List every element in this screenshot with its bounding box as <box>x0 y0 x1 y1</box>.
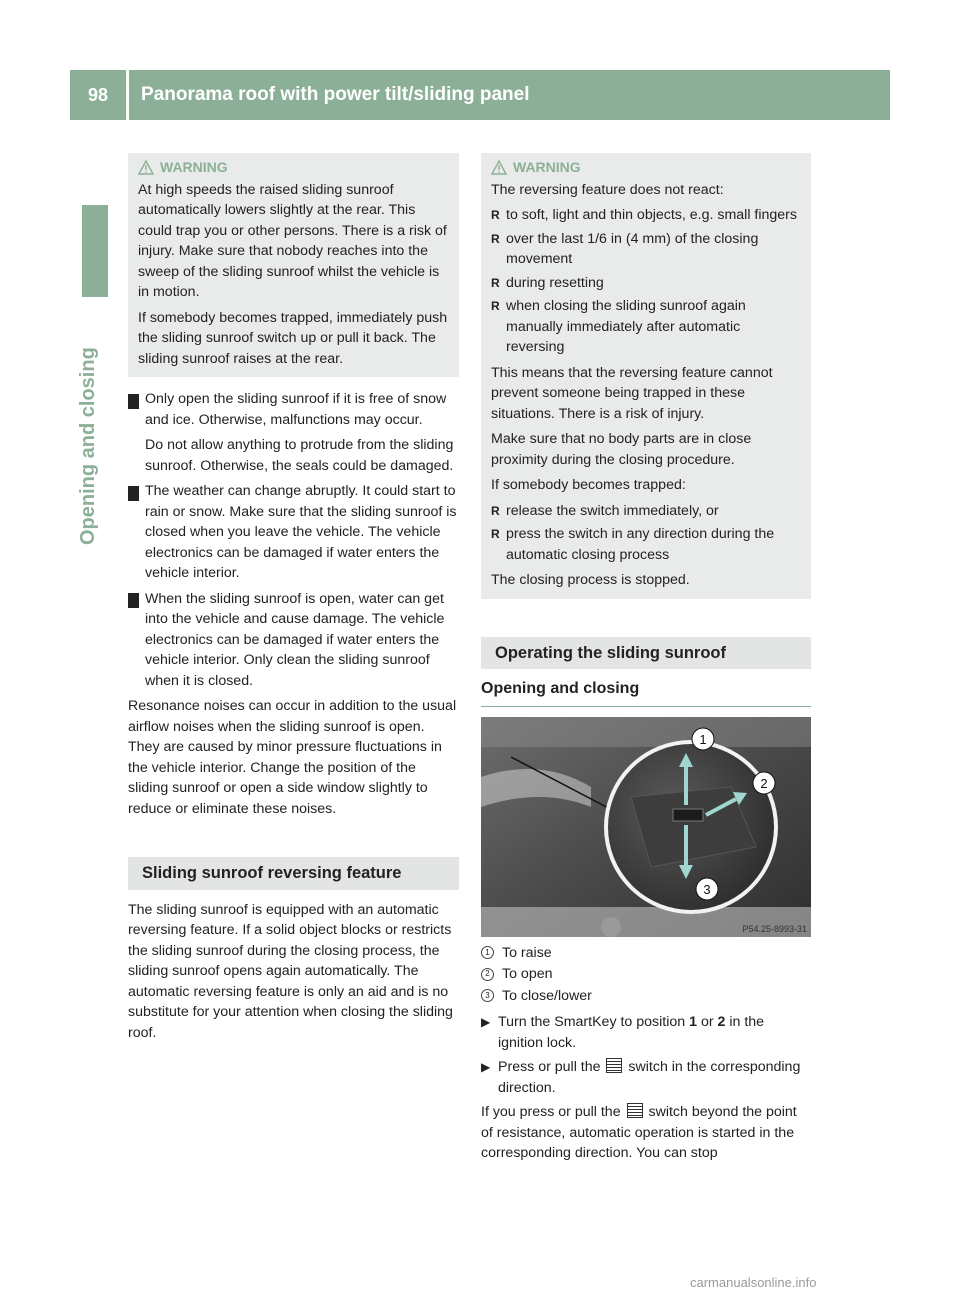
warning-text: At high speeds the raised sliding sunroof automatically lowers slightly at the rear. This could trap you or other persons. There is a risk of injury. Make sure that nobody reaches into the sweep of the sliding sunroof whilst the vehicle is in motion. <box>138 181 447 300</box>
section-label: Opening and closing <box>77 347 99 545</box>
instruction-step: ▶ Turn the SmartKey to position 1 or 2 in the ignition lock. <box>481 1014 765 1051</box>
list-item: R to soft, light and thin objects, e.g. small fingers <box>491 205 801 226</box>
body-paragraph: The sliding sunroof is equipped with an automatic reversing feature. If a solid object blocks or restricts the sliding sunroof during the closing process, the sliding sunroof opens again automatically. The automatic reversing feature is only an aid and is no substitute for your attention when closing the sliding roof. <box>128 901 453 1041</box>
section-heading: Operating the sliding sunroof <box>481 637 811 670</box>
warning-heading <box>138 157 449 178</box>
notice-icon: ! <box>128 486 139 501</box>
bullet-list <box>491 205 801 358</box>
page-number: 98 <box>70 70 126 120</box>
notice-note <box>116 481 459 584</box>
warning-text: The reversing feature does not react: <box>491 181 724 198</box>
warning-heading <box>491 157 801 178</box>
warning-text: This means that the reversing feature cannot prevent someone being trapped in these situations. There is a risk of injury. <box>491 364 773 422</box>
instruction-step: ▶ Press or pull the switch in the corresponding direction. <box>481 1059 801 1096</box>
legend-text: To open <box>502 966 553 982</box>
legend-text: To raise <box>502 944 552 961</box>
notice-text: When the sliding sunroof is open, water can get into the vehicle and cause damage. The vehicle electronics can be damaged if water enters the vehicle interior. Only clean the sliding sunroof when it is closed. <box>145 590 445 689</box>
body-paragraph: If you press or pull the switch beyond the point of resistance, automatic operation is started in the corresponding direction. You can stop <box>481 1104 797 1161</box>
list-item: R release the switch immediately, or <box>491 501 801 522</box>
list-item: R press the switch in any direction during the automatic closing process <box>491 524 801 565</box>
legend-number: 3 <box>481 989 494 1002</box>
bullet-list <box>491 501 801 566</box>
step-arrow-icon: ▶ <box>481 1060 491 1074</box>
right-column <box>481 153 811 1169</box>
legend-item <box>481 964 811 985</box>
legend-text: To close/lower <box>502 987 592 1004</box>
list-item: R when closing the sliding sunroof again manually immediately after automatic reversing <box>491 296 801 358</box>
callout-2: 2 <box>760 775 768 791</box>
notice-icon: ! <box>128 593 139 608</box>
warning-box-right <box>481 153 811 599</box>
step-arrow-icon: ▶ <box>481 1015 491 1029</box>
warning-text: The closing process is stopped. <box>491 572 690 588</box>
sunroof-switch-icon <box>606 1058 622 1073</box>
warning-triangle-icon <box>138 160 154 175</box>
warning-label: WARNING <box>160 159 228 175</box>
warning-triangle-icon <box>491 160 507 175</box>
watermark: carmanualsonline.info <box>690 1275 817 1290</box>
warning-text: Make sure that no body parts are in close proximity during the closing procedure. <box>491 431 752 468</box>
notice-note <box>116 389 459 476</box>
subsection-heading: Opening and closing <box>481 679 811 707</box>
notice-text: Only open the sliding sunroof if it is free of snow and ice. Otherwise, malfunctions may occur. <box>145 391 447 428</box>
warning-text: If somebody becomes trapped: <box>491 477 686 493</box>
list-item: R during resetting <box>491 273 801 294</box>
callout-3: 3 <box>703 881 711 897</box>
notice-note <box>116 589 459 692</box>
notice-text: Do not allow anything to protrude from the sliding sunroof. Otherwise, the seals could be damaged. <box>145 437 454 474</box>
notice-icon: ! <box>128 394 139 409</box>
sunroof-switch-figure <box>481 717 811 937</box>
left-column <box>116 153 459 1048</box>
body-paragraph: Resonance noises can occur in addition to the usual airflow noises when the sliding sunroof is open. They are caused by minor pressure fluctuations in the vehicle interior. Change the position of the sliding sunroof or open a side window slightly to reduce or eliminate these noises. <box>128 698 457 817</box>
sunroof-switch-icon <box>627 1103 643 1118</box>
warning-text: If somebody becomes trapped, immediately push the sliding sunroof switch up or pull it back. The sliding sunroof raises at the rear. <box>138 309 448 367</box>
callout-1: 1 <box>699 731 707 747</box>
warning-box-left <box>128 153 459 377</box>
section-heading: Sliding sunroof reversing feature <box>128 857 459 890</box>
sunroof-switch-illustration <box>481 717 811 937</box>
figure-code: P54.25-8993-31 <box>742 923 807 934</box>
legend-item <box>481 986 811 1007</box>
list-item: R over the last 1/6 in (4 mm) of the closing movement <box>491 229 801 270</box>
notice-text: The weather can change abruptly. It could start to rain or snow. Make sure that the sliding sunroof is closed when you leave the vehicle. The vehicle electronics can be damaged if water enters the vehicle interior. <box>145 483 457 581</box>
page-title: Panorama roof with power tilt/sliding panel <box>129 70 890 120</box>
warning-label: WARNING <box>513 159 581 175</box>
legend-number: 2 <box>481 968 494 981</box>
legend-number: 1 <box>481 946 494 959</box>
section-tab-marker <box>82 205 108 297</box>
legend-item <box>481 943 811 964</box>
